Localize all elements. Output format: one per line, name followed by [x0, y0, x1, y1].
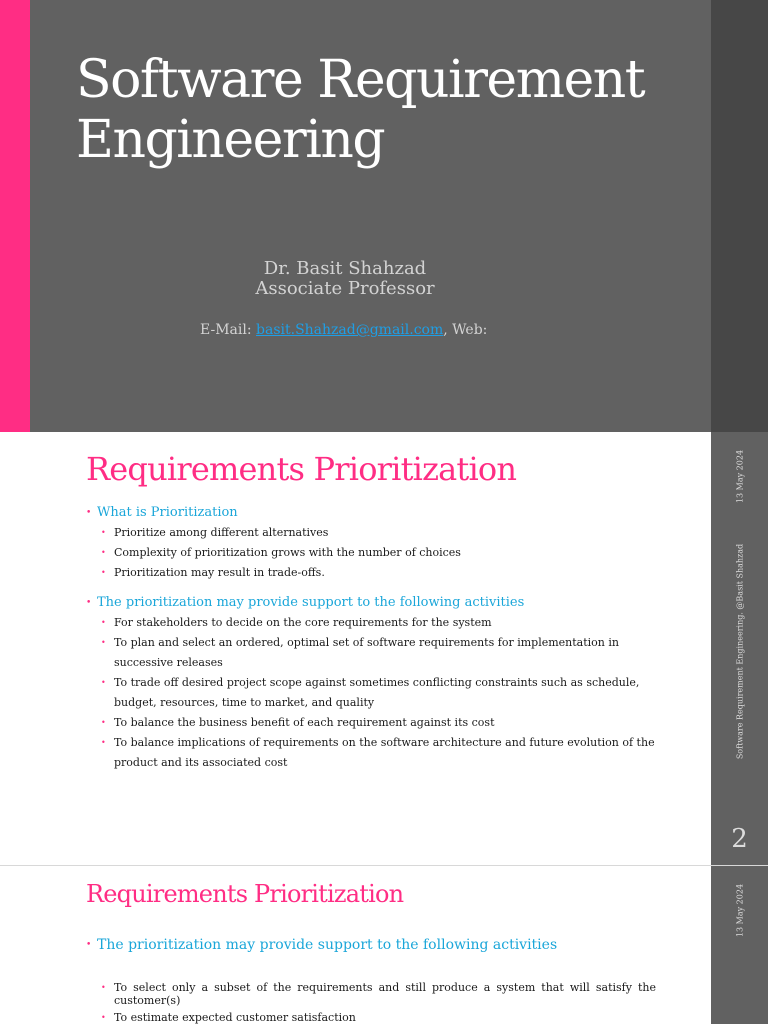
email-link[interactable]: basit.Shahzad@gmail.com — [256, 322, 444, 338]
bullet-item: • The prioritization may provide support to the following activities — [86, 593, 656, 613]
contact-line — [200, 322, 487, 338]
bullet-list — [86, 935, 656, 1024]
bullet-list — [86, 503, 656, 773]
slide-title: Requirements Prioritization — [86, 880, 404, 908]
sub-bullet-item: • Prioritize among different alternatives — [86, 523, 656, 543]
slide-date: 13 May 2024 — [735, 883, 745, 938]
sub-bullet-item: • To trade off desired project scope against sometimes conflicting constraints such as schedule, budget, resources, time to market, and quality — [86, 673, 656, 713]
slide-footer: Software Requirement Engineering. @Basit Shahzad — [735, 543, 745, 760]
bullet-item: • What is Prioritization — [86, 503, 656, 523]
sub-bullet-item: • Complexity of prioritization grows with the number of choices — [86, 543, 656, 563]
author-name: Dr. Basit Shahzad — [263, 258, 427, 279]
email-label: E-Mail: — [200, 322, 257, 338]
accent-bar — [0, 0, 30, 432]
sub-bullet-item: • To estimate expected customer satisfaction — [86, 1011, 656, 1024]
web-label: , Web: — [443, 322, 488, 338]
side-bar — [711, 0, 768, 432]
content-slide — [0, 866, 768, 1024]
sub-bullet-item: • For stakeholders to decide on the core requirements for the system — [86, 613, 656, 633]
title-slide — [0, 0, 768, 432]
sub-bullet-item: • To plan and select an ordered, optimal set of software requirements for implementation in successive releases — [86, 633, 656, 673]
content-slide — [0, 432, 768, 865]
slide-date: 13 May 2024 — [735, 449, 745, 504]
sub-bullet-item: • To balance the business benefit of each requirement against its cost — [86, 713, 656, 733]
slide-number: 2 — [731, 824, 748, 854]
author-title: Associate Professor — [255, 278, 435, 299]
bullet-item: • The prioritization may provide support to the following activities — [86, 935, 656, 955]
sub-bullet-item: • To balance implications of requirements on the software architecture and future evolution of the product and its associated cost — [86, 733, 656, 773]
presentation-title: Software Requirement Engineering — [76, 50, 645, 170]
sub-bullet-item: • To select only a subset of the requirements and still produce a system that will satisfy the customer(s) — [86, 981, 656, 1007]
slide-title: Requirements Prioritization — [86, 450, 517, 488]
author-block — [180, 259, 510, 299]
sub-bullet-item: • Prioritization may result in trade-offs. — [86, 563, 656, 583]
